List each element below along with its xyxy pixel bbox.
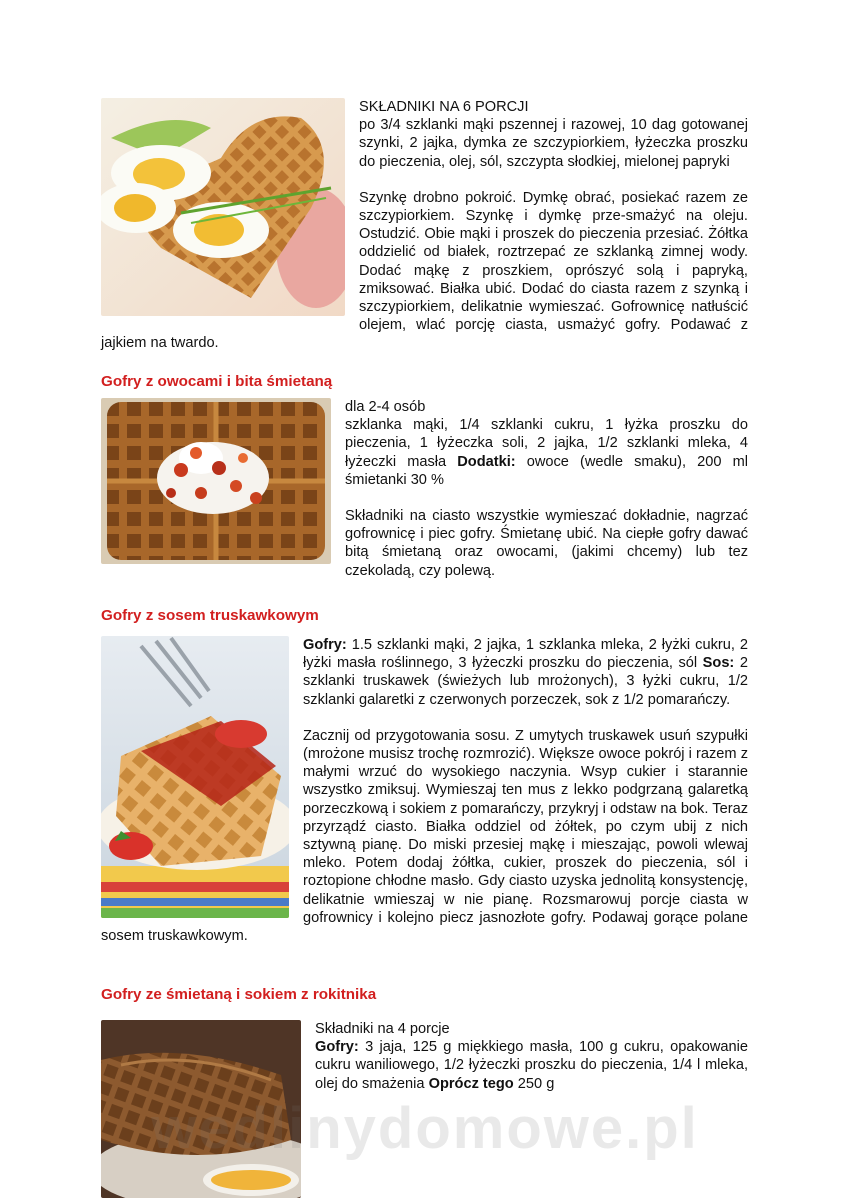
sauce-ingredients: 2 szklanki truskawek (świeżych lub mrożonych), 3 łyżki cukru, 1/2 szklanki galaretki z czerwonych porzeczek, sok z 1/2 pomarańczy. xyxy=(303,655,748,708)
extra-ingredients: 250 g xyxy=(517,1075,555,1092)
sauce-label: Sos: xyxy=(702,655,735,672)
servings-text: dla 2-4 osób xyxy=(345,399,426,415)
method-text: Zacznij od przygotowania sosu. Z umytych truskawek usuń szypułki (mrożone musisz trochę rozmrozić). Większe owoce pokrój i razem z małymi wrzuć do wysokiego naczynia. Wsyp cukier i starannie wszystko zmiksuj. Wymieszaj ten mus z lekko podgrzaną galaretką porzeczkową i sokiem z pomarańczy, przykryj i odstaw na bok. Teraz przyrządź ciasto. Białka oddziel od żółtek, po czym ubij z nich sztywną pianę. Do miski przesiej mąkę i mieszając, powoli wlewaj mleko. Potem dodaj żółtka, cukier, proszek do pieczenia, sól i roztopione chłodne masło. Gdy ciasto uzyska jednolitą konsystencję, delikatnie wmieszaj w nie pianę. Rozsmarowuj porcje ciasta w gofrownicy i kolejno piecz jasnozłote gofry. Podawaj gorące polane sosem truskawkowym. xyxy=(101,727,748,945)
recipe-3-title: Gofry z sosem truskawkowym xyxy=(101,607,319,624)
servings-text: Składniki na 4 porcje xyxy=(315,1021,450,1037)
waffle-label: Gofry: xyxy=(303,637,347,653)
recipe-4 xyxy=(101,1020,748,1200)
site-watermark: wedlinydomowe.pl xyxy=(151,1096,699,1161)
waffle-label: Gofry: xyxy=(315,1039,359,1056)
waffle-ingredients: 3 jaja, 125 g miękkiego masła, 100 g cukru, opakowanie cukru waniliowego, 1/2 łyżeczki proszku do pieczenia, 1/4 l mleka, olej do smażenia xyxy=(315,1039,748,1092)
waffle-with-fruit-cream-photo xyxy=(101,398,331,564)
extra-label: Oprócz tego xyxy=(428,1075,514,1092)
waffle-ingredients: 1.5 szklanki mąki, 2 jajka, 1 szklanka mleka, 2 łyżki cukru, 2 łyżki masła roślinnego, 3 łyżeczki proszku do pieczenia, sól xyxy=(303,637,748,672)
waffles-strawberry-sauce-photo xyxy=(101,636,289,918)
recipe-2-title: Gofry z owocami i bita śmietaną xyxy=(101,373,333,390)
ingredients-main: szklanka mąki, 1/4 szklanki cukru, 1 łyżka proszku do pieczenia, 1 łyżeczka soli, 2 jajka, 1/2 szklanki mleka, 4 łyżeczki masła xyxy=(345,417,748,470)
recipe-3 xyxy=(101,636,748,945)
method-text: Szynkę drobno pokroić. Dymkę obrać, posiekać razem ze szczypiorkiem. Szynkę i dymkę prze-smażyć na oleju. Ostudzić. Obie mąki i proszek do pieczenia przesiać. Żółtka oddzielić od białek, roztrzepać ze szklanką zimnej wody. Dodać mąkę z proszkiem, oprószyć solą i papryką, zmiksować. Białka ubić. Dodać do ciasta razem z szynką i szczypiorkiem, delikatnie wymieszać. Gofrownicę natłuścić olejem, wlać porcję ciasta, usmażyć gofry. Podawać z jajkiem na twardo. xyxy=(101,189,748,352)
ingredients-heading: SKŁADNIKI NA 6 PORCJI xyxy=(359,99,529,115)
ingredients-extras: owoce (wedle smaku), 200 ml śmietanki 30 % xyxy=(345,453,748,488)
recipe-4-title: Gofry ze śmietaną i sokiem z rokitnika xyxy=(101,986,377,1003)
method-text: Składniki na ciasto wszystkie wymieszać dokładnie, nagrzać gofrownicę i piec gofry. Śmietanę ubić. Na ciepłe gofry dawać bitą śmietaną oraz owocami, (jakimi chcemy) lub tez czekoladą, czy polewą. xyxy=(345,508,748,579)
ingredients-text: po 3/4 szklanki mąki pszennej i razowej, 10 dag gotowanej szynki, 2 jajka, dymka ze szczypiorkiem, łyżeczka proszku do pieczenia, olej, sól, szczypta słodkiej, mielonej papryki xyxy=(359,117,748,170)
recipe-1 xyxy=(101,98,748,353)
waffles-cream-seabuckthorn-photo xyxy=(101,1020,301,1198)
recipe-2 xyxy=(101,398,748,580)
waffle-with-eggs-photo xyxy=(101,98,345,316)
extras-label: Dodatki: xyxy=(457,453,516,470)
